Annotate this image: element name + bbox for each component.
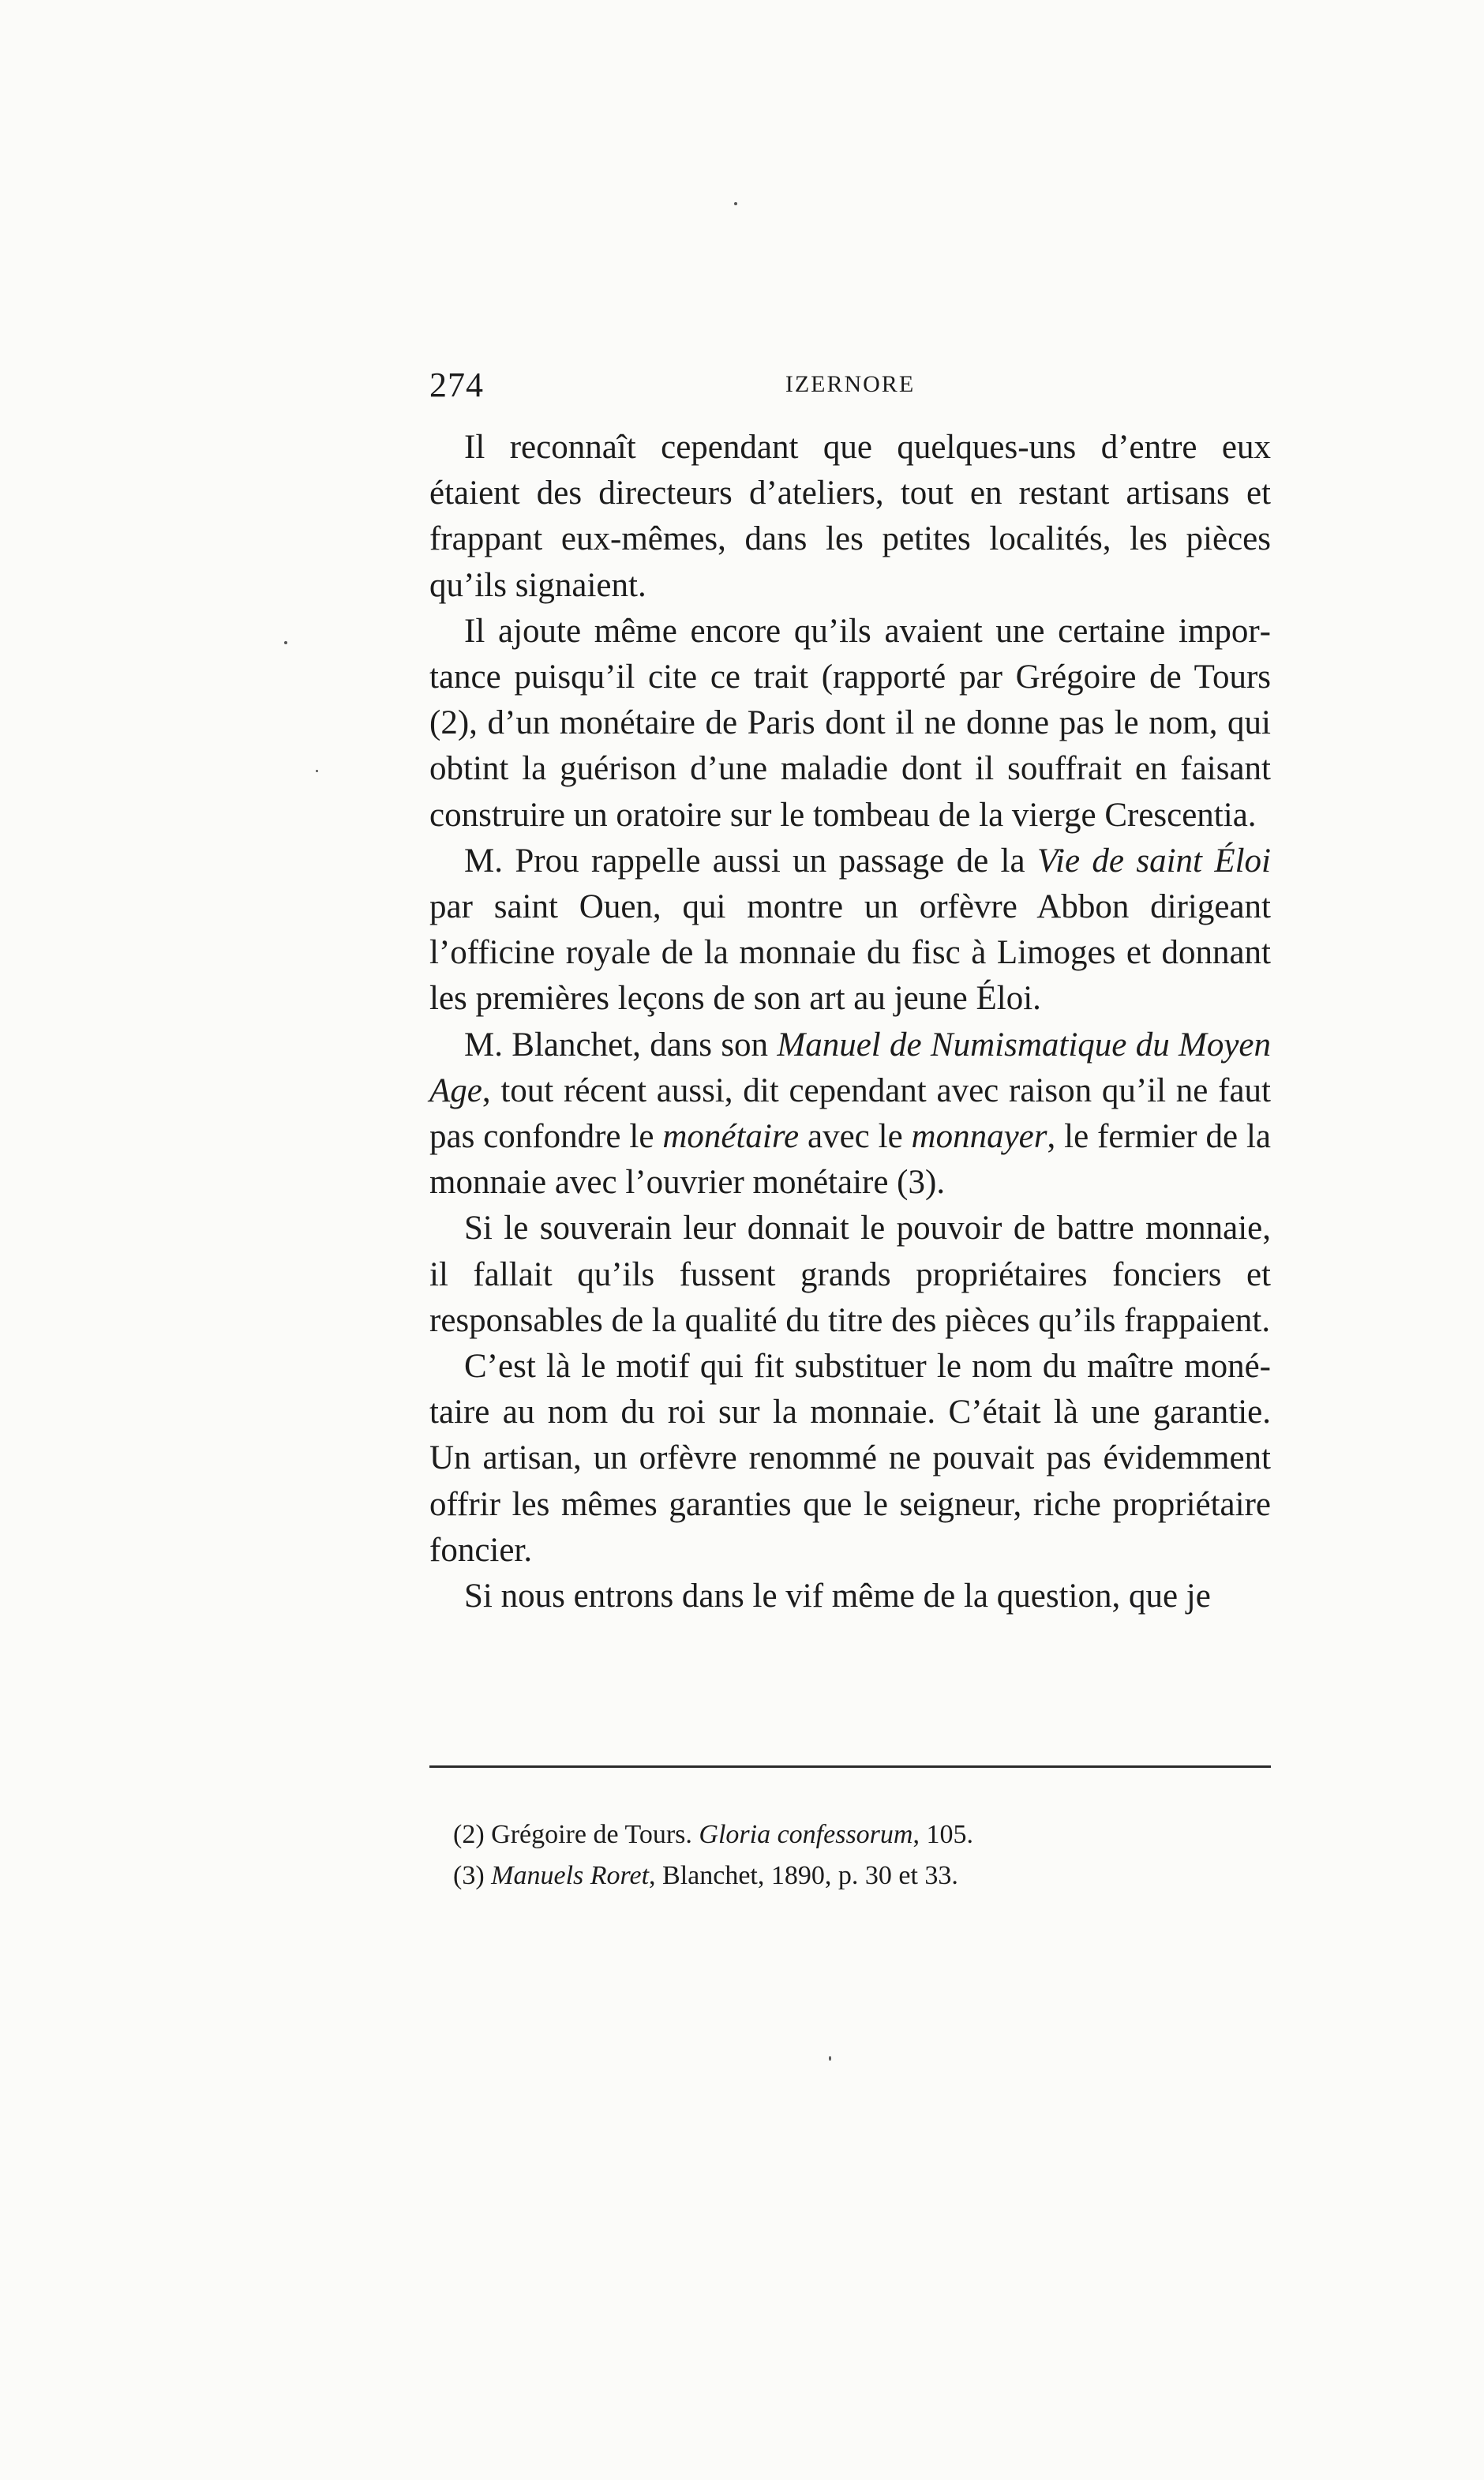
- text-run: , 105.: [913, 1820, 973, 1849]
- paragraph: [429, 1206, 1271, 1344]
- text-run: , tout récent aussi, dit cependant avec raison qu’il ne faut pas confondre le: [429, 1071, 1271, 1156]
- footnote-3: [453, 1855, 1258, 1897]
- paragraph: [429, 1022, 1271, 1206]
- text-run: M. Prou rappelle aussi un passage de la: [464, 842, 1037, 880]
- paragraph: [429, 1344, 1271, 1574]
- scan-speck: [734, 202, 737, 205]
- paragraph: [429, 609, 1271, 839]
- italic-title: Manuels Roret: [491, 1861, 650, 1890]
- text-run: avec le: [799, 1118, 912, 1156]
- text-run: (2) Grégoire de Tours.: [453, 1820, 699, 1849]
- paragraph: [429, 1574, 1271, 1619]
- paragraph: [429, 425, 1271, 609]
- running-title: IZERNORE: [785, 371, 916, 397]
- italic-title: Vie de saint Éloi: [1036, 842, 1272, 880]
- footnote-2: [453, 1814, 1258, 1855]
- text-run: Si nous entrons dans le vif même de la question, que je: [464, 1578, 1211, 1615]
- running-head: [429, 365, 1271, 412]
- text-run: , le fermier de la monnaie avec l’ouvrier monétaire (3).: [429, 1118, 1271, 1202]
- footnote-divider: [429, 1765, 1271, 1768]
- italic-term: monétaire: [662, 1118, 800, 1156]
- page-number: 274: [429, 366, 484, 404]
- scan-speck: [316, 770, 318, 772]
- italic-term: monnayer: [911, 1118, 1047, 1156]
- text-run: (3): [453, 1861, 492, 1890]
- scan-speck: [284, 641, 287, 644]
- italic-title: Gloria confessorum: [699, 1820, 913, 1849]
- text-run: Il ajoute même encore qu’ils avaient une certaine importance puisqu’il cite ce trait (rapporté par Grégoire de Tours (2), d’un monétaire de Paris dont il ne donne pas le nom, qui obtint la guérison d’une maladie dont il souffrait en faisant construire un oratoire sur le tombeau de la vierge Crescentia.: [429, 612, 1271, 834]
- text-run: C’est là le motif qui fit substituer le nom du maître monétaire au nom du roi sur la monnaie. C’était là une garantie. Un artisan, un orfèvre renommé ne pouvait pas évidemment offrir les mêmes garanties que le seigneur, riche propriétaire foncier.: [429, 1348, 1271, 1569]
- italic-title: Manuel de Numismatique du Moyen Age: [429, 1026, 1271, 1109]
- text-run: , Blanchet, 1890, p. 30 et 33.: [649, 1861, 958, 1890]
- text-run: par saint Ouen, qui montre un orfèvre Abbon dirigeant l’officine royale de la monnaie du fisc à Limoges et donnant les premières leçons de son art au jeune Éloi.: [429, 888, 1271, 1018]
- footnotes: [453, 1814, 1258, 1897]
- text-run: Il reconnaît cependant que quelques-uns d’entre eux étaient des directeurs d’ateliers, tout en restant artisans et frappant eux-mêmes, dans les petites localités, les pièces qu’ils signaient.: [429, 429, 1271, 604]
- body-text: [429, 425, 1271, 1619]
- text-run: M. Blanchet, dans son: [464, 1026, 778, 1064]
- paragraph: [429, 839, 1271, 1022]
- text-run: Si le souverain leur donnait le pouvoir de battre monnaie, il fallait qu’ils fussent grands propriétaires fonciers et responsables de la qualité du titre des pièces qu’ils frappaient.: [429, 1210, 1271, 1339]
- scan-speck: [829, 2056, 831, 2061]
